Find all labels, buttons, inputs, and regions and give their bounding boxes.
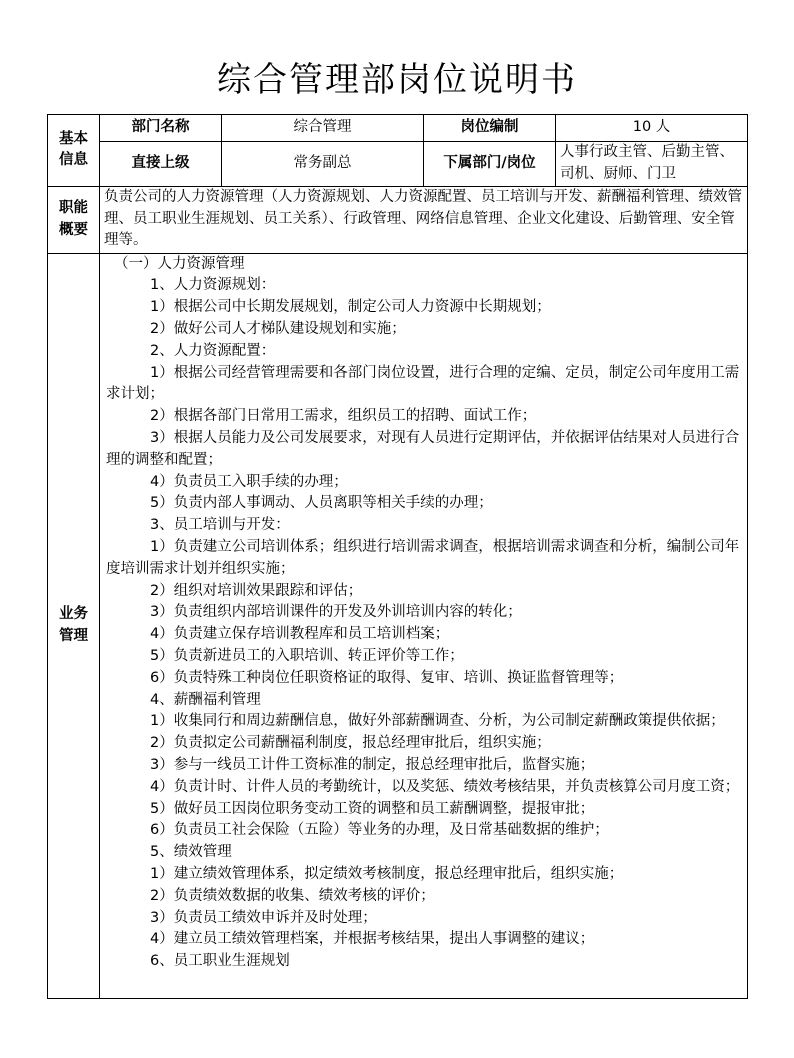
overview-text: 负责公司的人力资源管理（人力资源规划、人力资源配置、员工培训与开发、薪酬福利管理、绩效管理、员工职业生涯规划、员工关系）、行政管理、网络信息管理、企业文化建设、后勤管理、安全管理等。: [100, 186, 748, 253]
duty-line: 5、绩效管理: [150, 844, 232, 861]
duty-line: 1）根据公司经营管理需要和各部门岗位设置，进行合理的定编、定员，制定公司年度用工需求计划；: [106, 364, 740, 403]
job-description-table: [47, 114, 748, 999]
duty-line: 5）负责内部人事调动、人员离职等相关手续的办理；: [150, 495, 493, 512]
subordinate-value: 人事行政主管、后勤主管、司机、厨师、门卫: [556, 142, 748, 187]
duty-line: 6、员工职业生涯规划: [150, 953, 290, 970]
dept-name-value: 综合管理: [222, 115, 424, 142]
page-title: 综合管理部岗位说明书: [217, 60, 577, 100]
superior-value: 常务副总: [222, 142, 424, 187]
dept-name-label: 部门名称: [100, 115, 222, 142]
duty-line: 1、人力资源规划：: [150, 277, 276, 294]
duty-line: 5）做好员工因岗位职务变动工资的调整和员工薪酬调整，提报审批；: [150, 800, 595, 817]
headcount-label: 岗位编制: [424, 115, 556, 142]
duty-line: 3、员工培训与开发：: [150, 517, 290, 534]
duty-line: 4）负责建立保存培训教程库和员工培训档案；: [150, 626, 450, 643]
duty-line: 4）负责计时、计件人员的考勤统计，以及奖惩、绩效考核结果，并负责核算公司月度工资；: [150, 778, 740, 795]
table-row-overview: [48, 186, 748, 253]
superior-label: 直接上级: [100, 142, 222, 187]
headcount-value: 10 人: [556, 115, 748, 142]
table-row-dept: [48, 115, 748, 142]
duty-line: 2）负责绩效数据的收集、绩效考核的评价；: [150, 887, 435, 904]
duty-line: 6）负责员工社会保险（五险）等业务的办理，及日常基础数据的维护；: [150, 822, 609, 839]
duty-line: （一）人力资源管理: [114, 255, 245, 272]
duty-line: 3）负责组织内部培训课件的开发及外训培训内容的转化；: [150, 604, 522, 621]
duty-line: 4、薪酬福利管理: [150, 691, 261, 708]
duty-list: [106, 254, 743, 973]
table-row-business: [48, 253, 748, 998]
basic-info-label: 基本 信息: [48, 115, 100, 187]
duty-line: 2、人力资源配置：: [150, 342, 276, 359]
duty-line: 2）组织对培训效果跟踪和评估；: [150, 582, 363, 599]
overview-label: 职能 概要: [48, 186, 100, 253]
duty-line: 3）负责员工绩效申诉并及时处理；: [150, 909, 377, 926]
business-label: 业务 管理: [48, 253, 100, 998]
duty-line: 4）建立员工绩效管理档案，并根据考核结果，提出人事调整的建议；: [150, 931, 595, 948]
duty-line: 1）负责建立公司培训体系；组织进行培训需求调查，根据培训需求调查和分析，编制公司年度培训需求计划并组织实施；: [106, 538, 740, 577]
duty-line: 1）建立绩效管理体系，拟定绩效考核制度，报总经理审批后，组织实施；: [150, 865, 624, 882]
duty-line: 3）根据人员能力及公司发展要求，对现有人员进行定期评估，并依据评估结果对人员进行合理的调整和配置；: [106, 429, 740, 468]
subordinate-label: 下属部门/岗位: [424, 142, 556, 187]
duty-line: 6）负责特殊工种岗位任职资格证的取得、复审、培训、换证监督管理等；: [150, 669, 624, 686]
duty-line: 2）根据各部门日常用工需求，组织员工的招聘、面试工作；: [150, 408, 537, 425]
table-row-superior: [48, 142, 748, 187]
duty-line: 5）负责新进员工的入职培训、转正评价等工作；: [150, 647, 464, 664]
duty-line: 2）做好公司人才梯队建设规划和实施；: [150, 320, 406, 337]
duty-line: 1）根据公司中长期发展规划，制定公司人力资源中长期规划；: [150, 299, 551, 316]
duty-line: 2）负责拟定公司薪酬福利制度，报总经理审批后，组织实施；: [150, 735, 551, 752]
duty-line: 4）负责员工入职手续的办理；: [150, 473, 348, 490]
business-duties: [100, 253, 748, 998]
duty-line: 3）参与一线员工计件工资标准的制定，报总经理审批后，监督实施；: [150, 756, 595, 773]
duty-line: 1）收集同行和周边薪酬信息，做好外部薪酬调查、分析，为公司制定薪酬政策提供依据；: [150, 713, 725, 730]
